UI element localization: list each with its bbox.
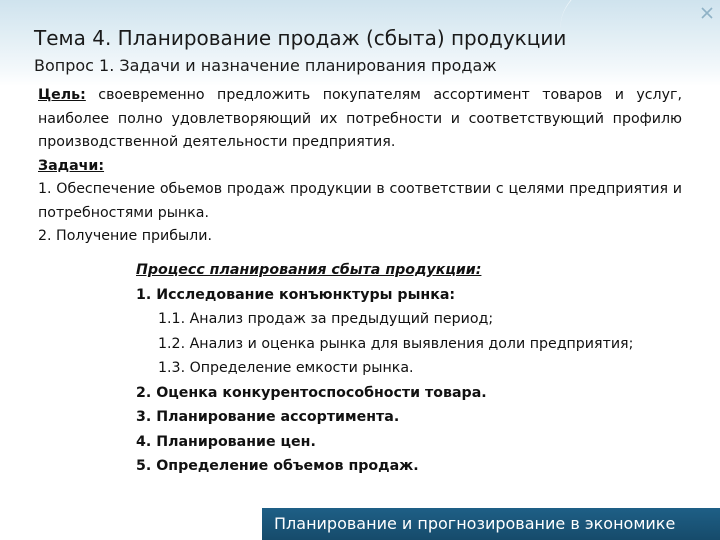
goal-paragraph [38,84,682,155]
decorative-swoosh [553,0,720,85]
task-item-1: 1. Обеспечение обьемов продаж продукции в соответствии с целями предприятия и потребностями рынка. [38,181,682,221]
process-substep-1-2: 1.2. Анализ и оценка рынка для выявления доли предприятия; [158,335,634,352]
process-substep-1-1: 1.1. Анализ продаж за предыдущий период; [158,311,494,327]
goal-label: Цель: [38,87,86,103]
task-item-2: 2. Получение прибыли. [38,228,212,244]
small-cross-icon [700,6,714,20]
process-step-1: 1. Исследование конъюнктуры рынка: [136,286,456,303]
process-title: Процесс планирования сбыта продукции: [136,262,482,278]
process-step-2: 2. Оценка конкурентоспособности товара. [136,384,487,401]
goal-text: своевременно предложить покупателям ассортимент товаров и услуг, наиболее полно удовлетворяющий их потребности и соответствующий профилю производственной деятельности предприятия. [38,87,682,150]
process-substep-1-3: 1.3. Определение емкости рынка. [158,360,414,376]
process-section [136,258,696,479]
slide-subtitle: Вопрос 1. Задачи и назначение планирования продаж [34,56,497,75]
process-step-4: 4. Планирование цен. [136,433,316,450]
tasks-label: Задачи: [38,157,105,174]
footer-text: Планирование и прогнозирование в экономике [274,514,676,533]
slide-title: Тема 4. Планирование продаж (сбыта) продукции [34,26,567,50]
process-step-3: 3. Планирование ассортимента. [136,409,400,425]
process-step-5: 5. Определение объемов продаж. [136,458,419,474]
slide-body [38,84,682,249]
footer-bar [262,508,720,540]
tasks-heading [38,155,682,179]
